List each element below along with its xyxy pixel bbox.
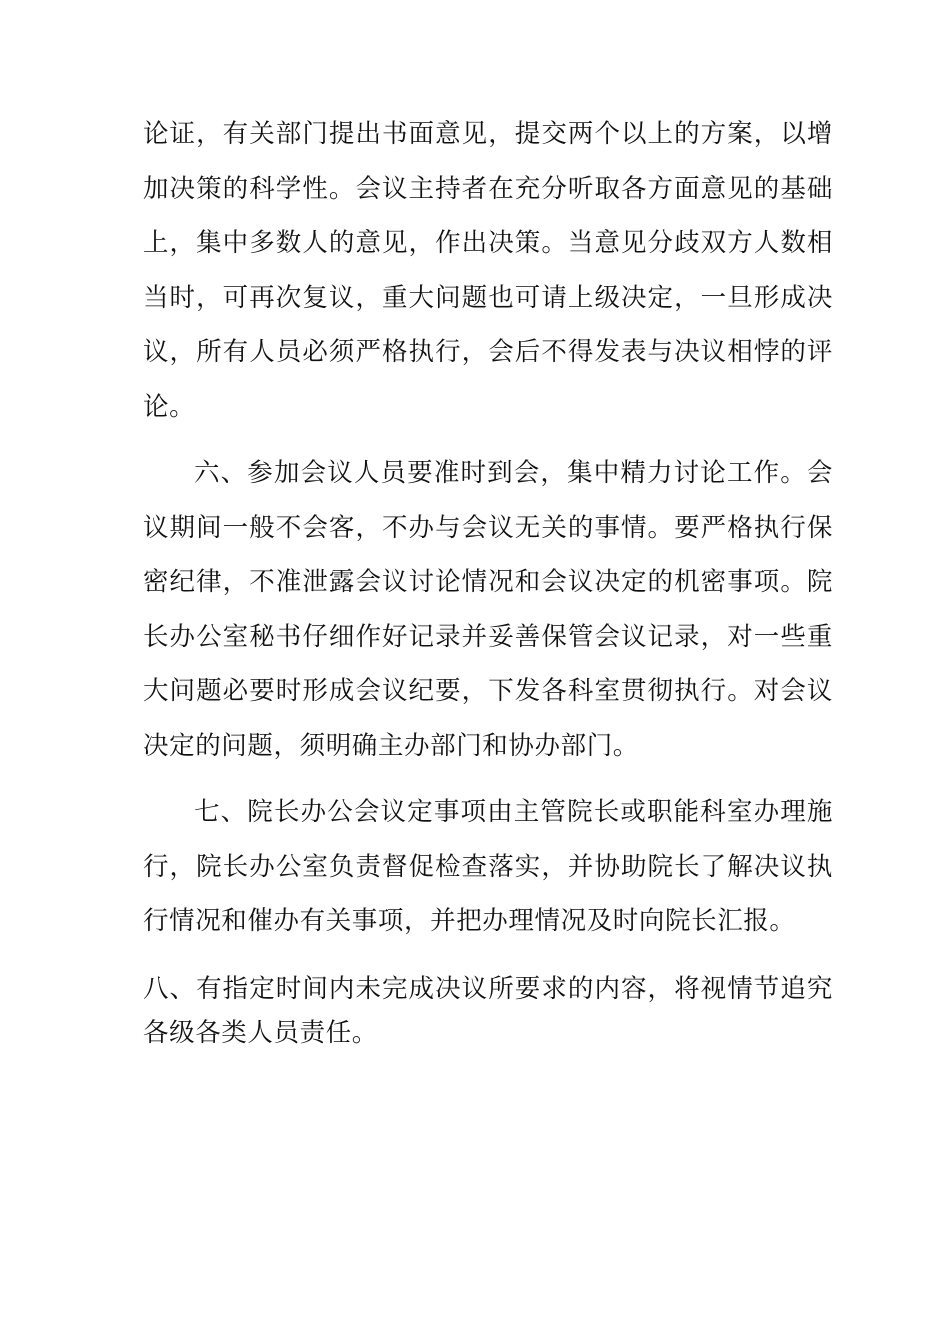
paragraph-item-6: 六、参加会议人员要准时到会，集中精力讨论工作。会议期间一般不会客，不办与会议无关的事情。要严格执行保密纪律，不准泄露会议讨论情况和会议决定的机密事项。院长办公室秘书仔细作好记录并妥善保管会议记录，对一些重大问题必要时形成会议纪要，下发各科室贯彻执行。对会议决定的问题，须明确主办部门和协办部门。 [143, 458, 833, 761]
paragraph-item-7: 七、院长办公会议定事项由主管院长或职能科室办理施行，院长办公室负责督促检查落实，并协助院长了解决议执行情况和催办有关事项，并把办理情况及时向院长汇报。 [143, 797, 833, 936]
paragraph-continuation: 论证，有关部门提出书面意见，提交两个以上的方案，以增加决策的科学性。会议主持者在充分听取各方面意见的基础上，集中多数人的意见，作出决策。当意见分歧双方人数相当时，可再次复议，重大问题也可请上级决定，一旦形成决议，所有人员必须严格执行，会后不得发表与决议相悖的评论。 [143, 119, 833, 422]
paragraph-item-8: 八、有指定时间内未完成决议所要求的内容，将视情节追究各级各类人员责任。 [143, 973, 833, 1048]
document-body [143, 107, 833, 1055]
